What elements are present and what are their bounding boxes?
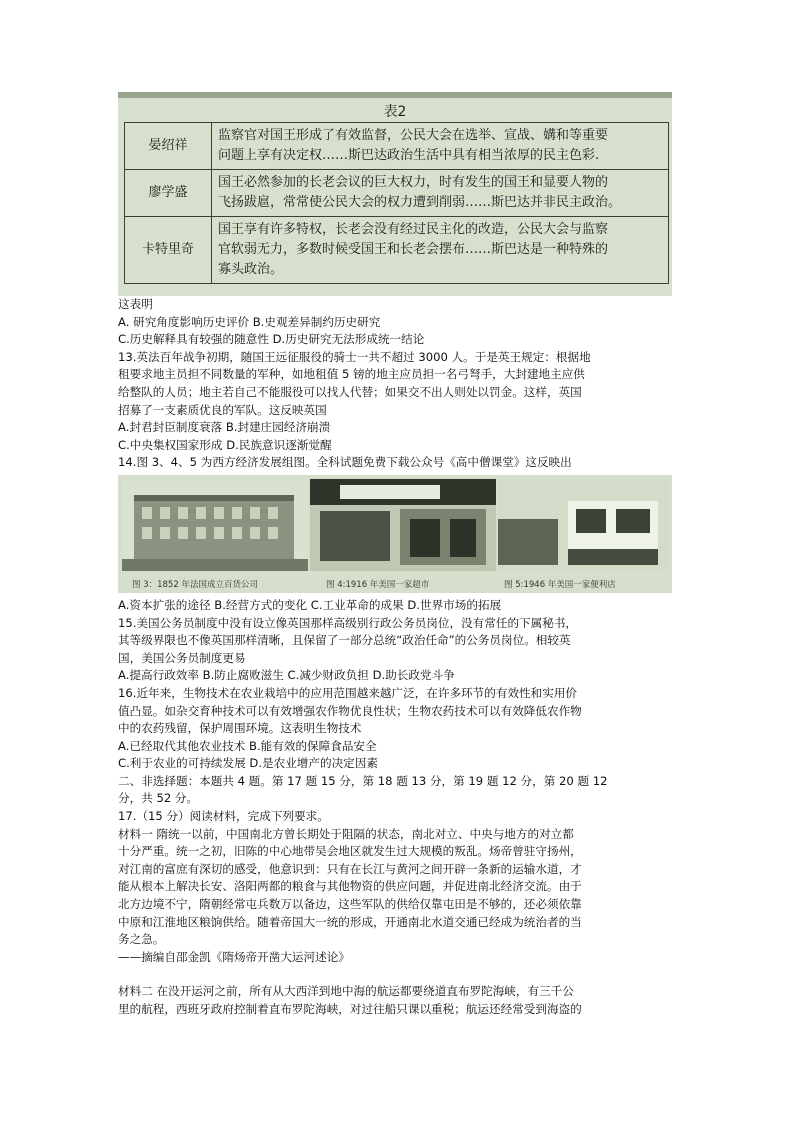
table-row [125, 217, 669, 284]
photo-convenience-store [498, 479, 668, 571]
q15-line: 国，美国公务员制度更易 [118, 650, 246, 665]
q16-line: 16.近年来，生物技术在农业栽培中的应用范围越来越广泛，在许多环节的有效性和实用价 [118, 685, 578, 700]
material-1-line: 中原和江淮地区粮饷供给。随着帝国大一统的形成，开通南北水道交通已经成为统治者的当 [118, 914, 582, 929]
caption-figure-3: 图 3：1852 年法国成立百货公司 [132, 579, 258, 590]
economic-photos [118, 475, 672, 593]
table-row [125, 123, 669, 170]
table-2-scan [118, 92, 672, 296]
q14-stem: 14.图 3、4、5 为西方经济发展组图。全科试题免费下载公众号《高中僧课堂》这反映出 [118, 455, 572, 470]
material-1-line: 北方边境不宁，隋朝经常屯兵数万以备边，这些军队的供给仅靠屯田是不够的，还必须依靠 [118, 897, 582, 912]
historians-table [124, 122, 669, 284]
photo-department-store [122, 479, 308, 571]
q13-line: 给整队的人员；地主若自己不能服役可以找人代替；如果交不出人则处以罚金。这样，英国 [118, 384, 582, 399]
historian-name: 廖学盛 [125, 170, 212, 217]
q16-options-ab: A.已经取代其他农业技术 B.能有效的保障食品安全 [118, 738, 377, 753]
q15-options: A.提高行政效率 B.防止腐败滋生 C.减少财政负担 D.助长政党斗争 [118, 668, 455, 683]
q13-line: 招募了一支素质优良的军队。这反映英国 [118, 402, 327, 417]
material-1-line: 务之急。 [118, 932, 165, 947]
material-2-line: 里的航程，西班牙政府控制着直布罗陀海峡，对过往船只课以重税；航运还经常受到海盗的 [118, 1002, 582, 1016]
photo-supermarket [310, 479, 496, 571]
table-caption: 表2 [383, 104, 407, 120]
historian-view: 国王必然参加的长老会议的巨大权力，时有发生的国王和显要人物的 飞扬跋扈，常常使公民大会的权力遭到削弱……斯巴达并非民主政治。 [212, 170, 669, 217]
q12-stem: 这表明 [118, 297, 153, 311]
q13-options-ab: A.封君封臣制度衰落 B.封建庄园经济崩溃 [118, 420, 331, 435]
historian-name: 卡特里奇 [125, 217, 212, 284]
caption-figure-5: 图 5:1946 年美国一家便利店 [504, 579, 616, 590]
material-1-line: 对江南的富庶有深切的感受，他意识到：只有在长江与黄河之间开辟一条新的运输水道，才 [118, 861, 582, 876]
q16-line: 值凸显。如杂交育种技术可以有效增强农作物优良性状；生物农药技术可以有效降低农作物 [118, 703, 582, 718]
q12-options-ab: A. 研究角度影响历史评价 B.史观差异制约历史研究 [118, 314, 381, 329]
historian-view: 监察官对国王形成了有效监督，公民大会在选举、宣战、媾和等重要 问题上享有决定权……斯巴达政治生活中具有相当浓厚的民主色彩. [212, 123, 669, 170]
material-2-line: 材料二 在没开运河之前，所有从大西洋到地中海的航运都要绕道直布罗陀海峡，有三千公 [118, 984, 574, 999]
q13-options-cd: C.中央集权国家形成 D.民族意识逐渐觉醒 [118, 437, 332, 452]
q13-line: 租要求地主员担不同数量的军种，如地租值 5 镑的地主应员担一名弓弩手，大封建地主应供 [118, 367, 585, 382]
q16-line: 中的农药残留，保护周围环境。这表明生物技术 [118, 721, 362, 736]
q15-line: 15.美国公务员制度中没有设立像英国那样高级别行政公务员岗位，没有常任的下属秘书， [118, 615, 578, 630]
q14-options: A.资本扩张的途径 B.经营方式的变化 C.工业革命的成果 D.世界市场的拓展 [118, 597, 502, 612]
historian-name: 晏绍祥 [125, 123, 212, 170]
spacer [118, 966, 678, 983]
table-row [125, 170, 669, 217]
material-1-line: 能从根本上解决长安、洛阳两都的粮食与其他物资的供应问题，并促进南北经济交流。由于 [118, 879, 582, 894]
q15-line: 其等级界限也不像英国那样清晰，且保留了一部分总统“政治任命”的公务员岗位。相较英 [118, 633, 571, 648]
material-1-line: 材料一 隋统一以前，中国南北方曾长期处于阻隔的状态，南北对立、中央与地方的对立都 [118, 826, 574, 841]
q13-line: 13.英法百年战争初期，随国王远征服役的骑士一共不超过 3000 人。于是英王规定：根据地 [118, 349, 591, 364]
section-heading: 二、非选择题：本题共 4 题。第 17 题 15 分，第 18 题 13 分，第 19 题 12 分，第 20 题 12 [118, 773, 608, 788]
material-1-source: ——摘编自邵金凯《隋炀帝开凿大运河述论》 [118, 949, 350, 964]
exam-page [118, 92, 678, 1019]
section-heading: 分，共 52 分。 [118, 791, 199, 806]
material-1-line: 十分严重。统一之初，旧陈的中心地带吴会地区就发生过大规模的叛乱。炀帝曾驻守扬州， [118, 844, 582, 859]
q17-intro: 17.（15 分）阅读材料，完成下列要求。 [118, 809, 329, 824]
caption-figure-4: 图 4:1916 年美国一家超市 [326, 579, 430, 590]
q16-options-cd: C.利于农业的可持续发展 D.是农业增产的决定因素 [118, 756, 378, 771]
q12-options-cd: C.历史解释具有较强的随意性 D.历史研究无法形成统一结论 [118, 332, 425, 347]
historian-view: 国王享有许多特权，长老会没有经过民主化的改造，公民大会与监察 官软弱无力，多数时候受国王和长老会摆布……斯巴达是一种特殊的 寡头政治。 [212, 217, 669, 284]
